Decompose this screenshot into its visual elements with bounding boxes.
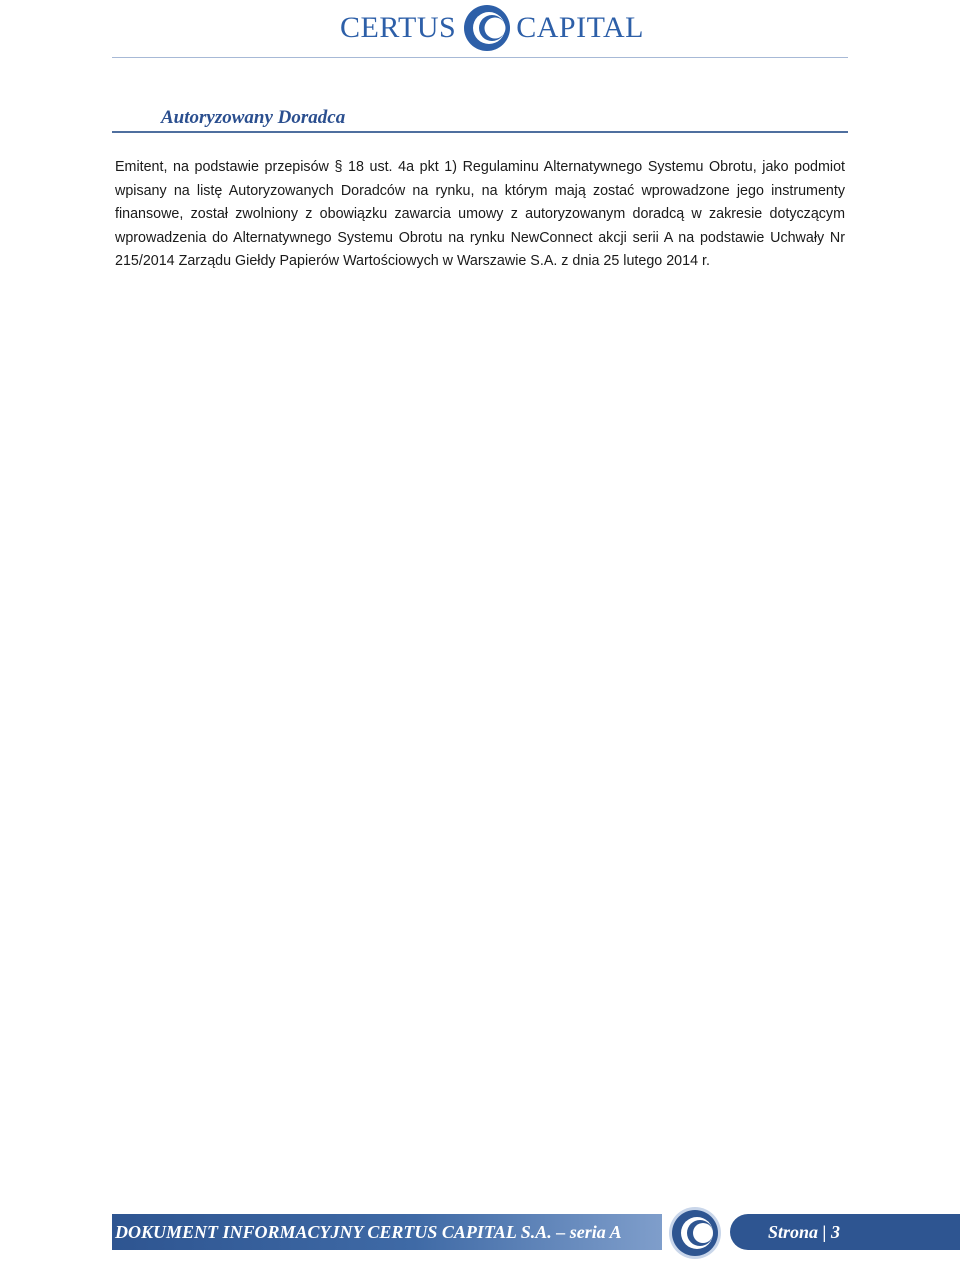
footer-document-title: DOKUMENT INFORMACYJNY CERTUS CAPITAL S.A. – seria A <box>115 1221 622 1242</box>
section-divider <box>112 131 848 133</box>
header-divider <box>112 57 848 58</box>
crescent-c-logo-icon <box>462 3 512 53</box>
body-paragraph: Emitent, na podstawie przepisów § 18 ust. 4a pkt 1) Regulaminu Alternatywnego Systemu Obrotu, jako podmiot wpisany na listę Autoryzowanych Doradców na rynku, na którym mają zostać wprowadzone jego instrumenty finansowe, został zwolniony z obowiązku zawarcia umowy z autoryzowanym doradcą w zakresie dotyczącym wprowadzenia do Alternatywnego Systemu Obrotu na rynku NewConnect akcji serii A na podstawie Uchwały Nr 215/2014 Zarządu Giełdy Papierów Wartościowych w Warszawie S.A. z dnia 25 lutego 2014 r. <box>115 159 845 270</box>
section-title: Autoryzowany Doradca <box>161 107 346 128</box>
footer-bar <box>112 1214 662 1250</box>
logo-word-left: CERTUS <box>340 11 457 44</box>
header-logo <box>340 2 644 54</box>
page-number-label: Strona | 3 <box>768 1221 840 1242</box>
logo-word-right: CAPITAL <box>516 11 644 44</box>
footer-crescent-logo-icon <box>668 1206 722 1260</box>
page-number-pill <box>730 1214 960 1250</box>
